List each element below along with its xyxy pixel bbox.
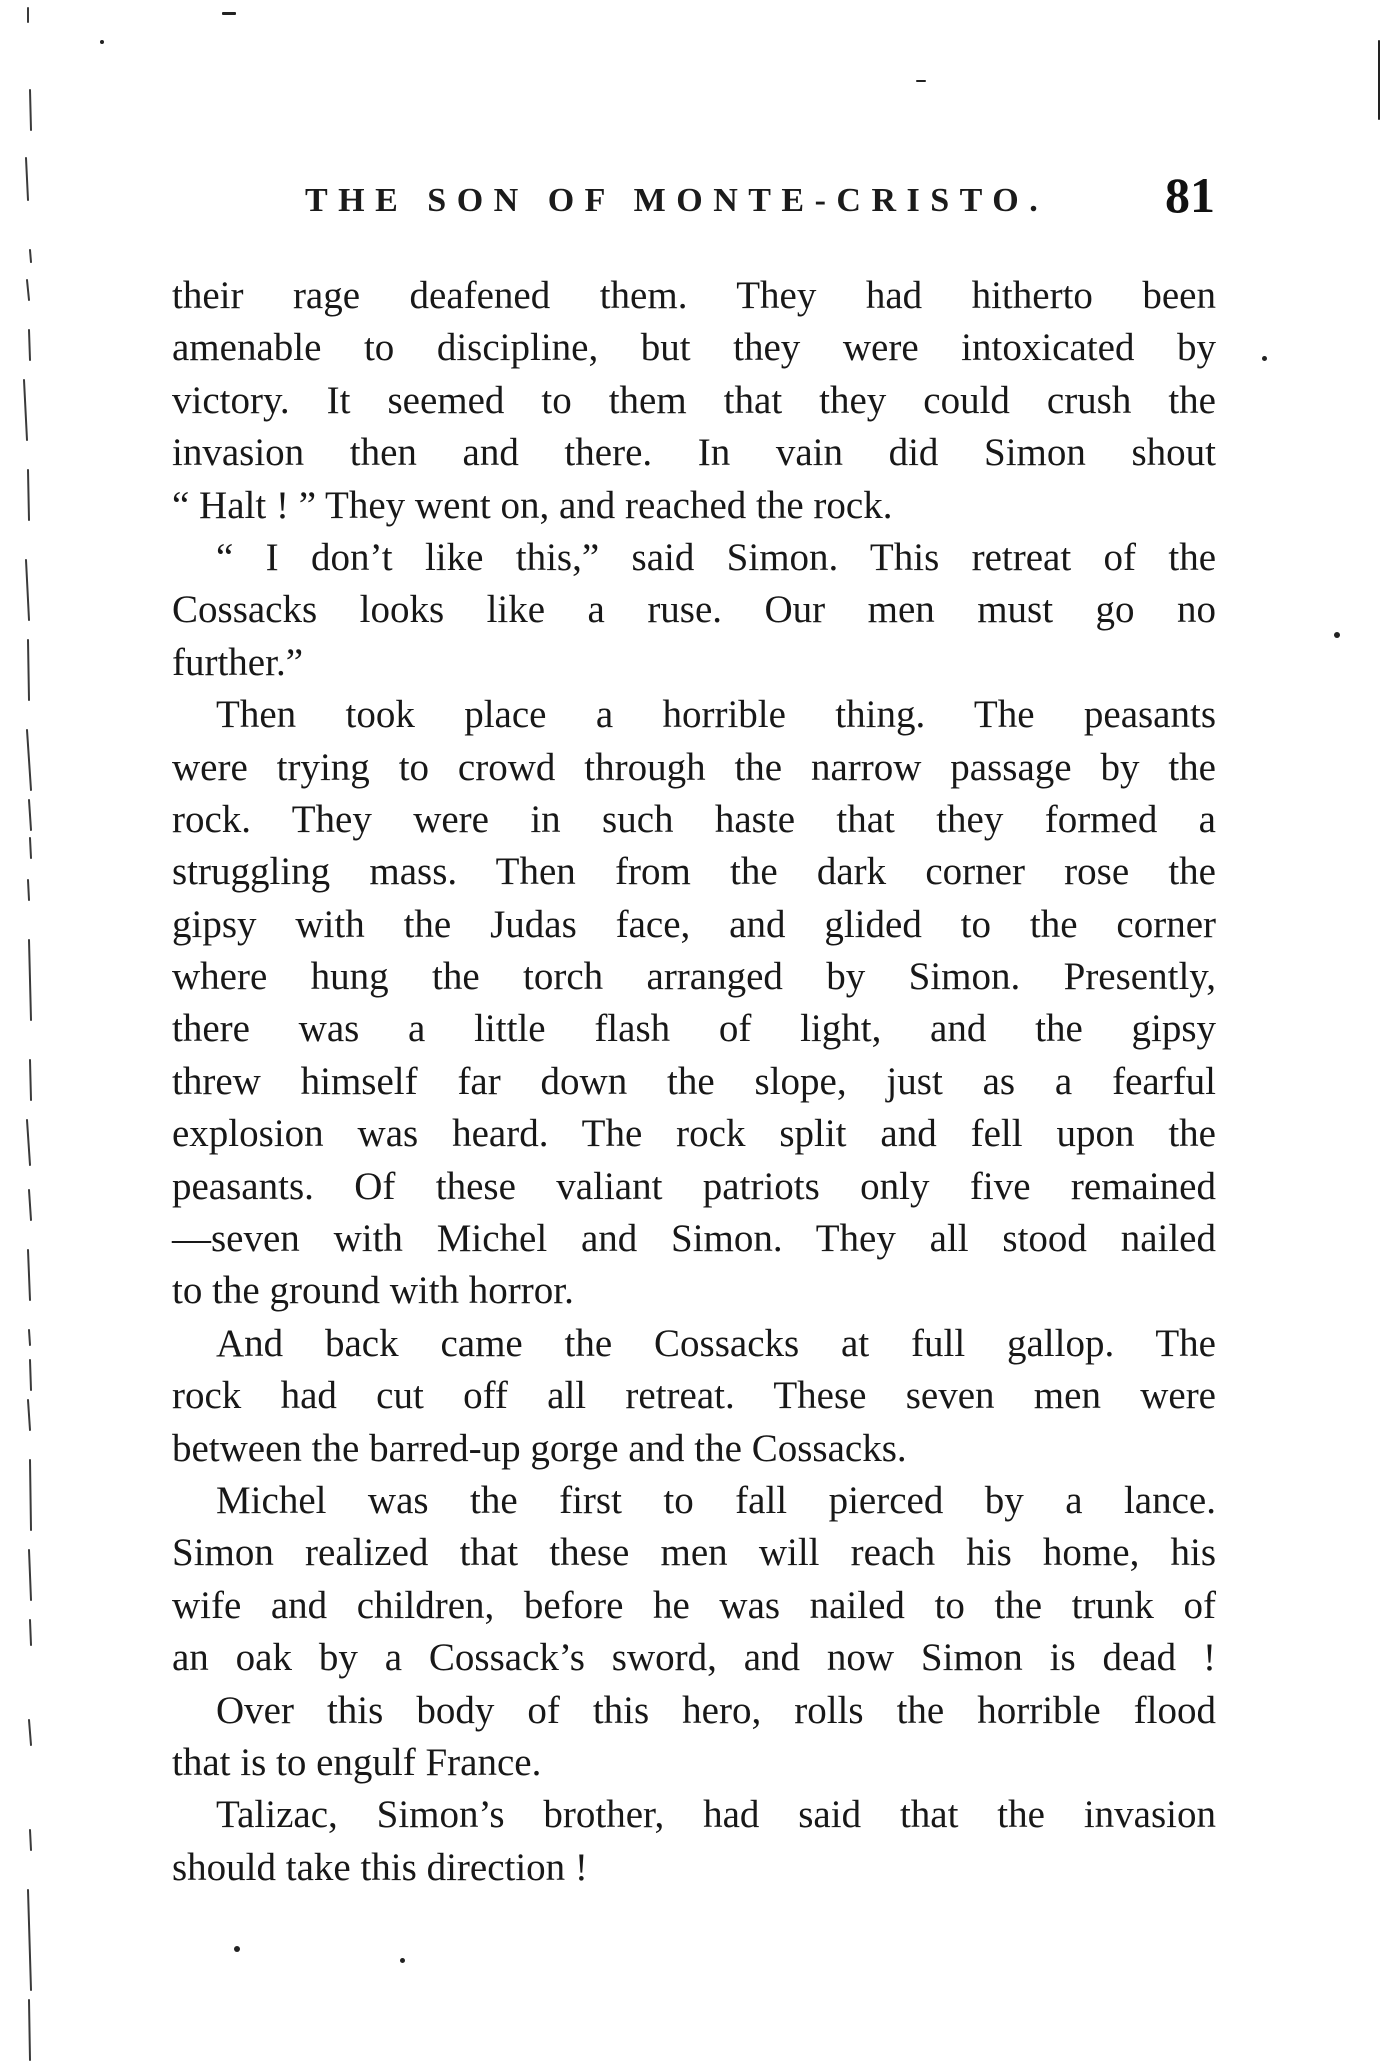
running-title: THE SON OF MONTE-CRISTO.	[305, 182, 1049, 219]
text-line: struggling mass. Then from the dark corner rose the	[172, 850, 1216, 894]
scan-dot-bottom-2	[400, 1958, 405, 1963]
scan-mark-small	[100, 40, 104, 44]
text-line: an oak by a Cossack’s sword, and now Simon is dead !	[172, 1636, 1216, 1680]
text-line: —seven with Michel and Simon. They all stood nailed	[172, 1217, 1216, 1261]
text-line: rock. They were in such haste that they formed a	[172, 797, 1216, 841]
text-line: “ I don’t like this,” said Simon. This retreat of the	[216, 535, 1216, 579]
text-line: Cossacks looks like a ruse. Our men must go no	[172, 588, 1216, 632]
text-line: to the ground with horror.	[172, 1269, 574, 1313]
body-text	[172, 270, 1216, 1894]
text-line: wife and children, before he was nailed to the trunk of	[172, 1583, 1216, 1627]
scan-dot-margin-2	[1334, 632, 1340, 638]
scan-dot-bottom-1	[234, 1946, 240, 1952]
text-line: gipsy with the Judas face, and glided to the corner	[172, 902, 1216, 946]
text-line: were trying to crowd through the narrow passage by the	[172, 745, 1216, 789]
scan-mark-top	[222, 12, 236, 15]
text-line: where hung the torch arranged by Simon. Presently,	[172, 955, 1216, 999]
binding-gutter-marks	[0, 0, 80, 2063]
text-line: that is to engulf France.	[172, 1740, 542, 1784]
text-line: rock had cut off all retreat. These seven men were	[172, 1374, 1216, 1418]
scan-mark-right	[1378, 40, 1380, 120]
text-line: should take this direction !	[172, 1845, 588, 1889]
page-number: 81	[1165, 167, 1215, 223]
text-line: threw himself far down the slope, just as a fearful	[172, 1059, 1216, 1103]
text-line: victory. It seemed to them that they could crush the	[172, 378, 1216, 422]
text-line: And back came the Cossacks at full gallop. The	[216, 1321, 1216, 1365]
text-line: Michel was the first to fall pierced by a lance.	[216, 1478, 1216, 1522]
text-line: peasants. Of these valiant patriots only five remained	[172, 1164, 1216, 1208]
text-line: Talizac, Simon’s brother, had said that the invasion	[216, 1793, 1216, 1837]
scan-mark-dash	[916, 80, 926, 82]
text-line: “ Halt ! ” They went on, and reached the rock.	[172, 483, 893, 527]
text-line: Then took place a horrible thing. The peasants	[216, 693, 1216, 737]
text-line: further.”	[172, 640, 304, 684]
text-line: explosion was heard. The rock split and fell upon the	[172, 1112, 1216, 1156]
text-line: their rage deafened them. They had hitherto been	[172, 274, 1216, 317]
text-line: invasion then and there. In vain did Simon shout	[172, 431, 1216, 475]
text-line: between the barred-up gorge and the Cossacks.	[172, 1426, 907, 1470]
text-line: amenable to discipline, but they were intoxicated by	[172, 326, 1216, 370]
text-line: Simon realized that these men will reach his home, his	[172, 1531, 1216, 1575]
text-line: there was a little flash of light, and the gipsy	[172, 1007, 1216, 1051]
text-line: Over this body of this hero, rolls the horrible flood	[216, 1688, 1216, 1732]
page-header	[305, 167, 1215, 236]
scan-dot-margin-1	[1262, 356, 1267, 361]
